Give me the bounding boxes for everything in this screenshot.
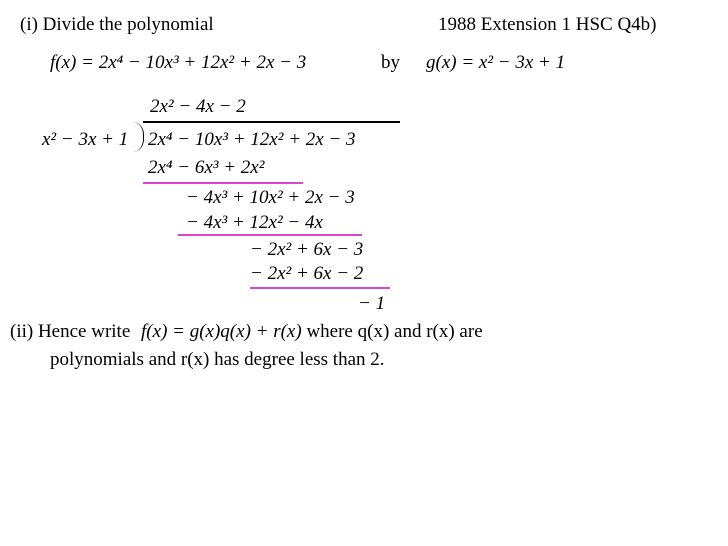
- step-3-subtrahend: − 2x² + 6x − 2: [250, 263, 364, 284]
- subtraction-rule-2: [178, 234, 362, 236]
- part-ii-suffix: where q(x) and r(x) are: [306, 321, 483, 342]
- division-vinculum: [143, 121, 400, 123]
- by-word: by: [381, 52, 400, 73]
- subtraction-rule-1: [143, 182, 303, 184]
- step-2-subtrahend: − 4x³ + 12x² − 4x: [186, 212, 323, 233]
- f-definition: f(x) = 2x⁴ − 10x³ + 12x² + 2x − 3: [50, 52, 307, 73]
- part-ii-equation: f(x) = g(x)q(x) + r(x): [141, 321, 302, 342]
- g-definition: g(x) = x² − 3x + 1: [426, 52, 566, 73]
- final-remainder: − 1: [358, 293, 386, 314]
- step-1-subtrahend: 2x⁴ − 6x³ + 2x²: [148, 157, 265, 178]
- part-ii-line-1: [10, 322, 483, 341]
- division-bracket: [133, 122, 144, 152]
- step-1-remainder: − 4x³ + 10x² + 2x − 3: [186, 187, 355, 208]
- part-ii-prefix: (ii) Hence write: [10, 321, 131, 342]
- step-2-remainder: − 2x² + 6x − 3: [250, 239, 364, 260]
- part-i-label: (i) Divide the polynomial: [20, 14, 214, 35]
- dividend: 2x⁴ − 10x³ + 12x² + 2x − 3: [148, 129, 356, 150]
- divisor: x² − 3x + 1: [42, 129, 129, 150]
- source-reference: 1988 Extension 1 HSC Q4b): [438, 14, 657, 35]
- quotient: 2x² − 4x − 2: [150, 96, 246, 117]
- part-ii-line-2: polynomials and r(x) has degree less than 2.: [50, 349, 385, 370]
- subtraction-rule-3: [250, 287, 390, 289]
